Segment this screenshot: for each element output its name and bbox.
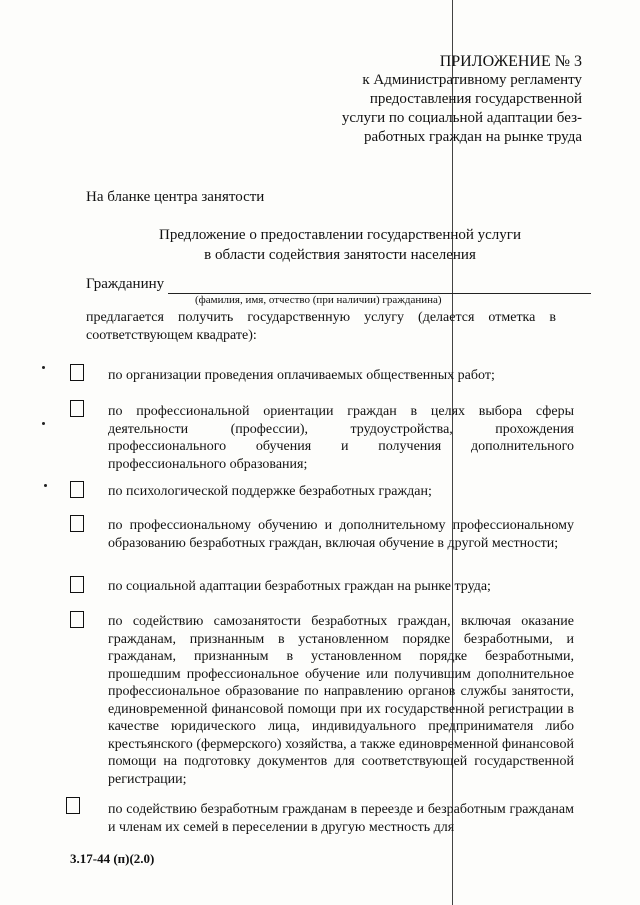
option-self-employment: по содействию самозанятости безработных граждан, включая оказание гражданам, признанным в установленном порядке безработными, и гражданам, признанным в установленном порядке безработными, прошедшим профессиональное обучение или получившим дополнительное профессиональное образование по направлению органов службы занятости, единовременной финансовой помощи при их государственной регистрации в качестве юридического лица, индивидуального предпринимателя либо крестьянского (фермерского) хозяйства, а также единовременной финансовой помощи на подготовку документов для соответствующей государственной регистрации;	[108, 614, 574, 787]
scan-speck	[42, 366, 45, 369]
option-psychological-support: по психологической поддержке безработных граждан;	[108, 484, 432, 499]
blank-note: На бланке центра занятости	[86, 189, 265, 205]
scan-speck	[42, 422, 45, 425]
option-social-adaptation: по социальной адаптации безработных граждан на рынке труда;	[108, 579, 491, 594]
offer-title	[150, 225, 530, 265]
appendix-line: услуги по социальной адаптации без-	[341, 110, 582, 126]
citizen-label: Гражданину	[86, 276, 165, 292]
option-career-guidance: по профессиональной ориентации граждан в целях выбора сферы деятельности (профессии), трудоустройства, прохождения профессионального обучения и получения дополнительного профессионального образования;	[108, 404, 574, 472]
citizen-row	[86, 276, 591, 293]
scan-speck	[44, 484, 47, 487]
offer-title-line: Предложение о предоставлении государственной услуги	[159, 227, 521, 243]
intro-text: предлагается получить государственную услугу (делается отметка в соответствующем квадрате):	[86, 310, 556, 343]
option-vocational-training: по профессиональному обучению и дополнительному профессиональному образованию безработных граждан, включая обучение в другой местности;	[108, 518, 574, 551]
appendix-line: предоставления государственной	[369, 91, 582, 107]
checkbox-career-guidance[interactable]	[70, 400, 84, 417]
checkbox-social-adaptation[interactable]	[70, 576, 84, 593]
offer-title-line: в области содействия занятости населения	[204, 247, 476, 263]
checkbox-relocation[interactable]	[66, 797, 80, 814]
option-public-works: по организации проведения оплачиваемых общественных работ;	[108, 368, 495, 383]
checkbox-vocational-training[interactable]	[70, 515, 84, 532]
checkbox-self-employment[interactable]	[70, 611, 84, 628]
name-caption: (фамилия, имя, отчество (при наличии) гражданина)	[195, 294, 442, 306]
option-relocation: по содействию безработным гражданам в переезде и безработным гражданам и членам их семей в переселении в другую местность для	[108, 802, 574, 835]
appendix-header	[342, 52, 582, 147]
appendix-line: работных граждан на рынке труда	[364, 129, 582, 145]
appendix-title: ПРИЛОЖЕНИЕ № 3	[439, 53, 582, 70]
appendix-line: к Административному регламенту	[362, 72, 582, 88]
checkbox-public-works[interactable]	[70, 364, 84, 381]
form-code: 3.17-44 (п)(2.0)	[70, 851, 155, 866]
checkbox-psychological-support[interactable]	[70, 481, 84, 498]
